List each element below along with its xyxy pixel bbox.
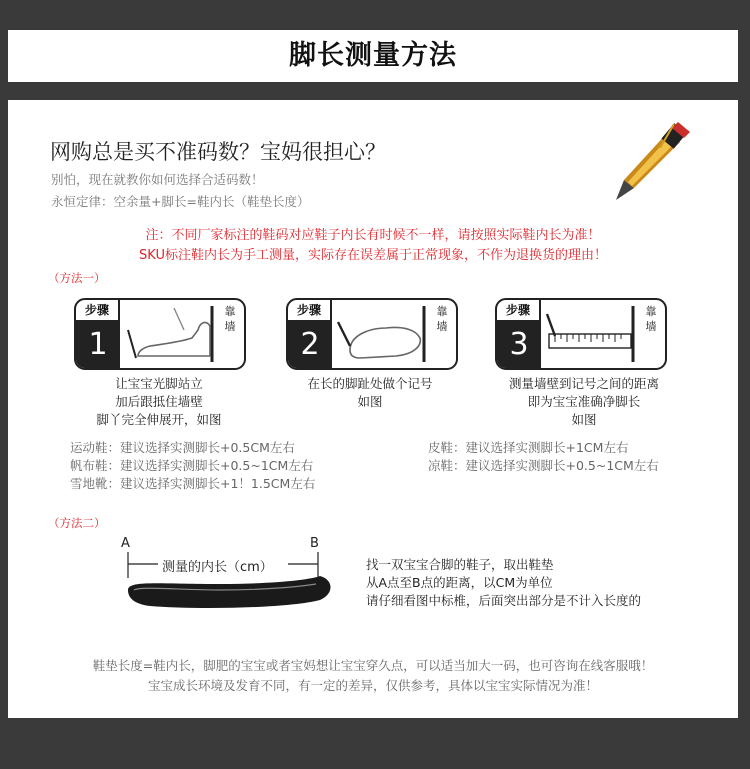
caption-line: 让宝宝光脚站立 — [115, 376, 203, 391]
tips-left — [70, 439, 315, 493]
desc-line: 请仔细看图中标椎，后面突出部分是不计入长度的 — [366, 593, 642, 608]
notice-line-1: 注：不同厂家标注的鞋码对应鞋子内长有时候不一样，请按照实际鞋内长为准！ — [145, 228, 601, 243]
step-tag: 步骤 — [288, 300, 332, 322]
method-one-label: （方法一） — [48, 271, 106, 285]
ruler-measure-illustration — [541, 300, 637, 368]
tips-right — [428, 439, 659, 475]
step-1-caption — [64, 375, 254, 429]
intro-line-2: 永恒定律：空余量+脚长=鞋内长（鞋垫长度） — [51, 194, 310, 209]
caption-line: 脚丫完全伸展开，如图 — [96, 412, 222, 427]
headline: 网购总是买不准码数？宝妈很担心？ — [50, 140, 386, 164]
point-a-label: A — [121, 536, 130, 551]
step-card-3 — [495, 298, 667, 370]
method-two-description — [366, 556, 641, 610]
foot-mark-illustration — [332, 300, 428, 368]
caption-line: 加后跟抵住墙壁 — [115, 394, 203, 409]
caption-line: 即为宝宝准确净脚长 — [527, 394, 641, 409]
caption-line: 在长的脚趾处做个记号 — [307, 376, 433, 391]
foot-against-wall-illustration — [120, 300, 216, 368]
caption-line: 如图 — [571, 412, 597, 427]
step-tag: 步骤 — [497, 300, 541, 322]
intro-line-1: 别怕，现在就教你如何选择合适码数！ — [51, 172, 264, 187]
step-number: 2 — [288, 322, 332, 368]
caption-line: 测量墙壁到记号之间的距离 — [508, 376, 659, 391]
title-bar — [8, 30, 738, 82]
footer-line-1: 鞋垫长度=鞋内长，脚肥的宝宝或者宝妈想让宝宝穿久点，可以适当加大一码，也可咨询在线客服哦！ — [92, 658, 654, 673]
footer-line-2: 宝宝成长环境及发育不同，有一定的差异，仅供参考，具体以宝宝实际情况为准！ — [147, 678, 598, 693]
step-number: 1 — [76, 322, 120, 368]
content-panel — [8, 100, 738, 718]
tip-item: 凉鞋：建议选择实测脚长+0.5~1CM左右 — [428, 458, 659, 473]
tip-item: 皮鞋：建议选择实测脚长+1CM左右 — [428, 440, 629, 455]
step-card-2 — [286, 298, 458, 370]
step-number: 3 — [497, 322, 541, 368]
tip-item: 雪地靴：建议选择实测脚长+1！1.5CM左右 — [70, 476, 316, 491]
wall-label: 靠墙 — [224, 305, 236, 333]
point-b-label: B — [310, 536, 319, 551]
desc-line: 找一双宝宝合脚的鞋子，取出鞋垫 — [366, 557, 554, 572]
step-2-caption — [270, 375, 470, 411]
wall-label: 靠墙 — [436, 305, 448, 333]
page-title: 脚长测量方法 — [289, 40, 457, 71]
step-3-caption — [484, 375, 684, 429]
step-card-1 — [74, 298, 246, 370]
step-tag: 步骤 — [76, 300, 120, 322]
desc-line: 从A点至B点的距离，以CM为单位 — [366, 575, 553, 590]
method-two-label: （方法二） — [48, 516, 106, 530]
measure-label: 测量的内长（cm） — [158, 556, 277, 575]
tip-item: 运动鞋：建议选择实测脚长+0.5CM左右 — [70, 440, 295, 455]
tip-item: 帆布鞋：建议选择实测脚长+0.5~1CM左右 — [70, 458, 314, 473]
wall-label: 靠墙 — [645, 305, 657, 333]
notice-line-2: SKU标注鞋内长为手工测量，实际存在误差属于正常现象，不作为退换货的理由！ — [139, 248, 607, 263]
pen-icon — [608, 118, 698, 204]
caption-line: 如图 — [357, 394, 383, 409]
